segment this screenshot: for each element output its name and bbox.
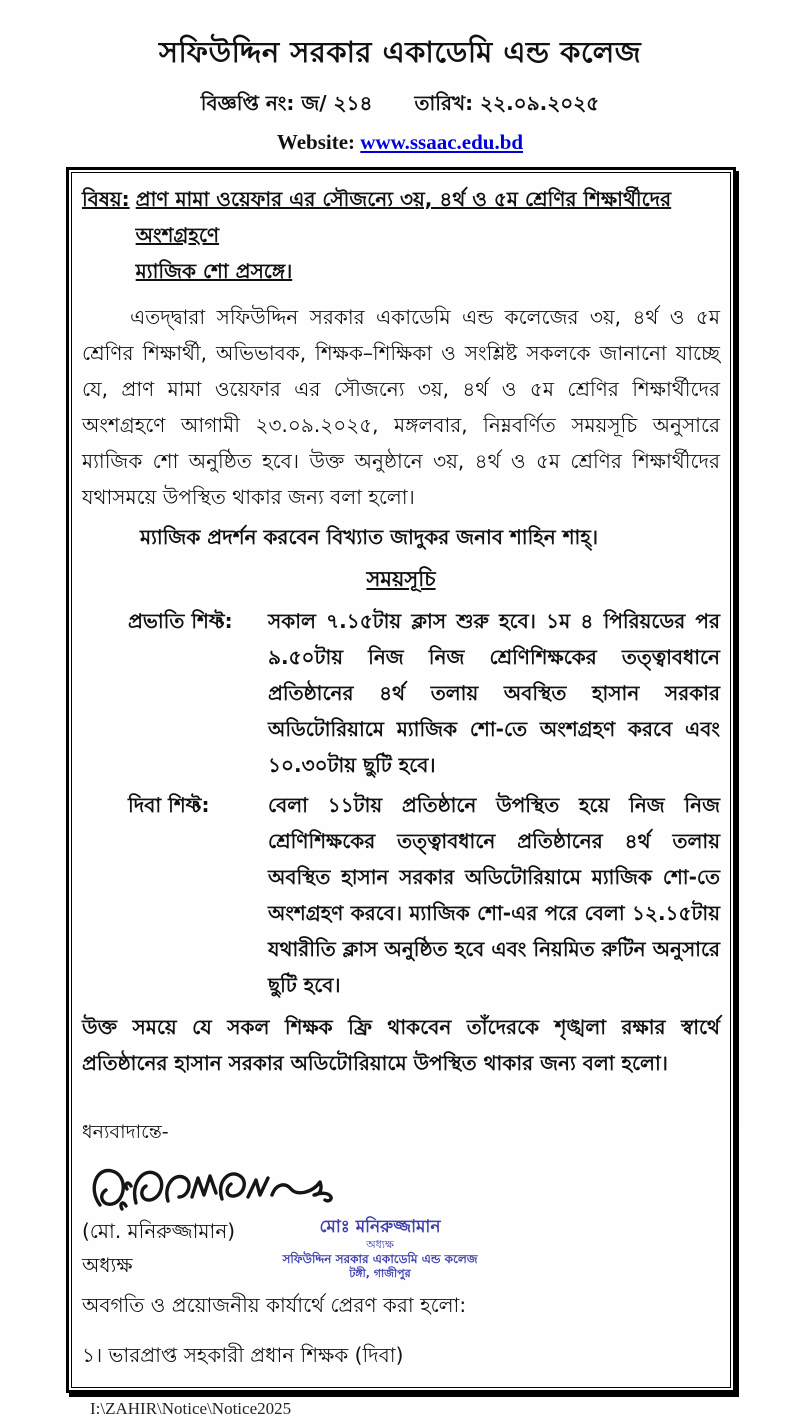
day-shift-label: দিবা শিফ্ট: xyxy=(128,792,210,817)
magician-line: ম্যাজিক প্রদর্শন করবেন বিখ্যাত জাদুকর জনাব শাহিন শাহ্‌। xyxy=(140,525,599,549)
stamp-org: সফিউদ্দিন সরকার একাডেমি এন্ড কলেজ xyxy=(282,1251,478,1266)
schedule-heading: সময়সূচি xyxy=(366,567,436,591)
date-label: তারিখ: xyxy=(414,91,474,115)
footer-file-path: I:\ZAHIR\Notice\Notice2025 xyxy=(90,1398,292,1418)
body-paragraph: এতদ্দ্বারা সফিউদ্দিন সরকার একাডেমি এন্ড কলেজের ৩য়, ৪র্থ ও ৫ম শ্রেণির শিক্ষার্থী, অভিভাবক, শিক্ষক–শিক্ষিকা ও সংশ্লিষ্ট সকলকে জানানো যাচ্ছে যে, প্রাণ মামা ওয়েফার এর সৌজন্যে ৩য়, ৪র্থ ও ৫ম শ্রেণির শিক্ষার্থীদের অংশগ্রহণে আগামী ২৩.০৯.২০২৫, মঙ্গলবার, নিম্নবর্ণিত সময়সূচি অনুসারে ম্যাজিক শো অনুষ্ঠিত হবে। উক্ত অনুষ্ঠানে ৩য়, ৪র্থ ও ৫ম শ্রেণির শিক্ষার্থীদের যথাসময়ে উপস্থিত থাকার জন্য বলা হলো। xyxy=(82,305,720,509)
schedule-row-morning xyxy=(82,603,720,783)
schedule-row-day xyxy=(82,787,720,1003)
website-line xyxy=(0,130,800,155)
website-label: Website: xyxy=(276,130,356,154)
letterhead xyxy=(0,0,800,155)
distribution-heading: অবগতি ও প্রয়োজনীয় কার্যার্থে প্রেরণ করা হলো: xyxy=(82,1292,467,1317)
stamp-place: টঙ্গী, গাজীপুর xyxy=(349,1266,411,1280)
closing-paragraph: উক্ত সময়ে যে সকল শিক্ষক ফ্রি থাকবেন তাঁদেরকে শৃঙ্খলা রক্ষার স্বার্থে প্রতিষ্ঠানের হাসান সরকার অডিটোরিয়ামে উপস্থিত থাকার জন্য বলা হলো। xyxy=(82,1014,720,1075)
notice-body xyxy=(71,172,731,1388)
subject-line xyxy=(82,181,720,289)
signatory-name: (মো. মনিরুজ্জামান) xyxy=(82,1218,236,1243)
subject-text xyxy=(136,181,720,289)
thanks-text: ধন্যবাদান্তে- xyxy=(82,1120,169,1143)
distribution-item: ১। ভারপ্রাপ্ত সহকারী প্রধান শিক্ষক (দিবা) xyxy=(82,1342,404,1367)
date-value: ২২.০৯.২০২৫ xyxy=(480,91,600,115)
morning-shift-text: সকাল ৭.১৫টায় ক্লাস শুরু হবে। ১ম ৪ পিরিয়ডের পর ৯.৫০টায় নিজ নিজ শ্রেণিশিক্ষকের তত্ত্বাবধানে প্রতিষ্ঠানের ৪র্থ তলায় অবস্থিত হাসান সরকার অডিটোরিয়ামে ম্যাজিক শো-তে অংশগ্রহণ করবে এবং ১০.৩০টায় ছুটি হবে। xyxy=(268,608,720,777)
signatory-title: অধ্যক্ষ xyxy=(82,1252,133,1277)
stamp-name: মোঃ মনিরুজ্জামান xyxy=(319,1216,441,1237)
subject-text-line2: ম্যাজিক শো প্রসঙ্গে। xyxy=(135,259,293,283)
notice-border-box xyxy=(66,167,736,1393)
principal-stamp xyxy=(250,1217,510,1281)
day-shift-text: বেলা ১১টায় প্রতিষ্ঠানে উপস্থিত হয়ে নিজ নিজ শ্রেণিশিক্ষকের তত্ত্বাবধানে প্রতিষ্ঠানের ৪র্থ তলায় অবস্থিত হাসান সরকার অডিটোরিয়ামে ম্যাজিক শো-তে অংশগ্রহণ করবে। ম্যাজিক শো-এর পরে বেলা ১২.১৫টায় যথারীতি ক্লাস অনুষ্ঠিত হবে এবং নিয়মিত রুটিন অনুসারে ছুটি হবে। xyxy=(268,792,720,997)
stamp-title: অধ্যক্ষ xyxy=(366,1238,394,1252)
subject-text-line1: প্রাণ মামা ওয়েফার এর সৌজন্যে ৩য়, ৪র্থ ও ৫ম শ্রেণির শিক্ষার্থীদের অংশগ্রহণে xyxy=(135,187,672,247)
morning-shift-label: প্রভাতি শিফ্ট: xyxy=(128,608,233,633)
signature-block xyxy=(82,1155,720,1305)
website-link[interactable]: www.ssaac.edu.bd xyxy=(360,130,524,154)
subject-label: বিষয়: xyxy=(82,187,130,211)
notice-meta xyxy=(0,89,800,122)
page-title: সফিউদ্দিন সরকার একাডেমি এন্ড কলেজ xyxy=(158,35,642,69)
notice-no-label: বিজ্ঞপ্তি নং: xyxy=(200,91,295,115)
notice-no-value: জ/ ২১৪ xyxy=(301,91,373,115)
